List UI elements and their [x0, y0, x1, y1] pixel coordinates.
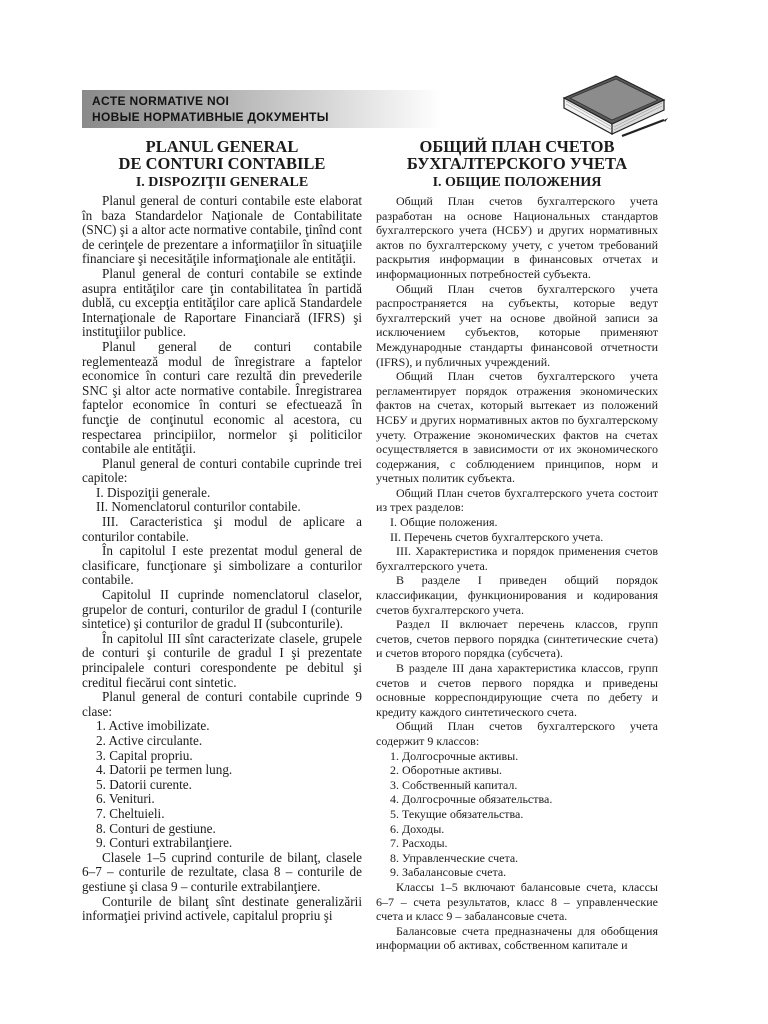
paragraph: Conturile de bilanţ sînt destinate generalizării informaţiei privind activele, capitalul propriu şi [82, 893, 362, 924]
paragraph: В разделе I приведен общий порядок классификации, функционирования и кодирования счетов бухгалтерского учета. [376, 573, 658, 617]
class-item: 4. Datorii pe termen lung. [96, 762, 233, 778]
title-ro-line1: PLANUL GENERAL [145, 137, 299, 156]
class-item: 6. Venituri. [96, 791, 155, 807]
paragraph: Общий План счетов бухгалтерского учета регламентирует порядок отражения экономических фактов на счетах, который вытекает из положений НСБУ и других нормативных актов по бухгалтерскому учету. Отражение экономических фактов на счетах осуществляется в зависимости от их экономического содержания, с соблюдением принципов, норм и учетных политик субъекта. [376, 369, 658, 486]
title-ru-line2: БУХГАЛТЕРСКОГО УЧЕТА [406, 154, 628, 173]
title-ro-line2: DE CONTURI CONTABILE [118, 154, 326, 173]
class-item: 6. Доходы. [390, 821, 445, 836]
class-item: 7. Cheltuieli. [96, 805, 165, 821]
paragraph: Planul general de conturi contabile cuprinde trei capitole: [82, 455, 362, 486]
romanian-column [82, 138, 362, 924]
paragraph: Planul general de conturi contabile este elaborat în baza Standardelor Naţionale de Contabilitate (SNC) şi a altor acte normative contabile, ţinînd cont de cerinţele de prezentare a informaţiilor în situaţiile financiare şi necesităţile informaţionale ale entităţii. [82, 193, 362, 267]
paragraph: În capitolul III sînt caracterizate clasele, grupele de conturi şi conturile de gradul I şi prezentate principalele conturi corespondente pe debitul şi creditul fiecărui cont sintetic. [82, 630, 362, 690]
header-line-ru: НОВЫЕ НОРМАТИВНЫЕ ДОКУМЕНТЫ [92, 110, 329, 124]
chapter-item: I. Dispoziţii generale. [96, 484, 211, 500]
paragraph: Clasele 1–5 cuprind conturile de bilanţ, clasele 6–7 – conturile de rezultate, clasa 8 – conturile de gestiune şi clasa 9 – conturile extrabilanţiere. [82, 849, 362, 894]
title-ru-line1: ОБЩИЙ ПЛАН СЧЕТОВ [419, 137, 615, 156]
chapter-item: III. Характеристика и порядок применения счетов бухгалтерского учета. [376, 544, 658, 573]
section-heading-ru: I. ОБЩИЕ ПОЛОЖЕНИЯ [432, 175, 602, 190]
paragraph: Балансовые счета предназначены для обобщения информации об активах, собственном капитале и [376, 923, 658, 953]
book-pen-icon [560, 70, 670, 140]
class-item: 5. Datorii curente. [96, 776, 192, 792]
paragraph: Раздел II включает перечень классов, групп счетов, счетов первого порядка (синтетические счета) и счетов второго порядка (субсчета). [376, 617, 658, 661]
chapter-item: III. Caracteristica şi modul de aplicare a conturilor contabile. [82, 514, 362, 544]
class-item: 2. Оборотные активы. [390, 763, 503, 778]
paragraph: Общий План счетов бухгалтерского учета состоит из трех разделов: [376, 485, 658, 515]
chapter-item: I. Общие положения. [390, 515, 498, 530]
paragraph: Общий План счетов бухгалтерского учета содержит 9 классов: [376, 719, 658, 748]
paragraph: Planul general de conturi contabile se extinde asupra entităţilor care ţin contabilitatea în partidă dublă, cu excepţia entităţilor care aplică Standardele Internaţionale de Raportare Financiară (IFRS) şi instituţiilor publice. [82, 265, 362, 340]
section-heading-ro: I. DISPOZIŢII GENERALE [135, 175, 309, 190]
class-item: 5. Текущие обязательства. [390, 806, 524, 821]
class-item: 9. Забалансовые счета. [390, 865, 507, 880]
paragraph: Классы 1–5 включают балансовые счета, классы 6–7 – счета результатов, класс 8 – управленческие счета и класс 9 – забалансовые счета. [376, 879, 658, 924]
paragraph: Общий План счетов бухгалтерского учета распространяется на субъекты, которые ведут бухгалтерский учет на основе двойной записи за исключением субъектов, которые применяют Международные стандарты финансовой отчетности (IFRS), и публичных учреждений. [376, 281, 658, 369]
paragraph: Capitolul II cuprinde nomenclatorul claselor, grupelor de conturi, conturilor de gradul I (conturile sintetice) şi conturilor de gradul II (subconturile). [82, 587, 362, 632]
paragraph: Общий План счетов бухгалтерского учета разработан на основе Национальных стандартов бухгалтерского учета (НСБУ) и других нормативных актов по бухгалтерскому учету, с учетом требований раскрытия информации в финансовых отчетах и информационных потребностей субъекта. [376, 194, 658, 281]
header-line-ro: ACTE NORMATIVE NOI [92, 94, 230, 108]
section-header [82, 90, 442, 128]
chapter-item: II. Nomenclatorul conturilor contabile. [96, 499, 301, 515]
paragraph: Planul general de conturi contabile cuprinde 9 clase: [82, 689, 362, 719]
class-item: 4. Долгосрочные обязательства. [390, 792, 553, 807]
paragraph: În capitolul I este prezentat modul general de clasificare, funcţionare şi simbolizare a conturilor contabile. [82, 543, 362, 588]
class-item: 8. Управленческие счета. [390, 850, 519, 865]
class-item: 3. Capital propriu. [96, 747, 193, 763]
class-item: 9. Conturi extrabilanţiere. [96, 835, 233, 851]
class-item: 1. Долгосрочные активы. [390, 748, 519, 763]
class-item: 1. Active imobilizate. [96, 718, 210, 734]
paragraph: В разделе III дана характеристика классов, групп счетов и счетов первого порядка и приведены основные корреспондирующие счета по дебету и кредиту каждого синтетического счета. [376, 661, 658, 719]
class-item: 3. Собственный капитал. [390, 777, 518, 792]
russian-column [376, 138, 658, 953]
class-item: 2. Active circulante. [96, 732, 203, 748]
class-item: 8. Conturi de gestiune. [96, 820, 216, 836]
class-item: 7. Расходы. [390, 836, 448, 851]
paragraph: Planul general de conturi contabile reglementează modul de înregistrare a faptelor economice în conturi care rezultă din prevederile SNC şi altor acte normative contabile. Înregistrarea faptelor economice în conturi se efectuează în funcţie de conţinutul economic al acestora, cu respectarea principiilor, normelor şi politicilor contabile ale entităţii. [82, 338, 362, 457]
chapter-item: II. Перечень счетов бухгалтерского учета. [390, 529, 604, 544]
